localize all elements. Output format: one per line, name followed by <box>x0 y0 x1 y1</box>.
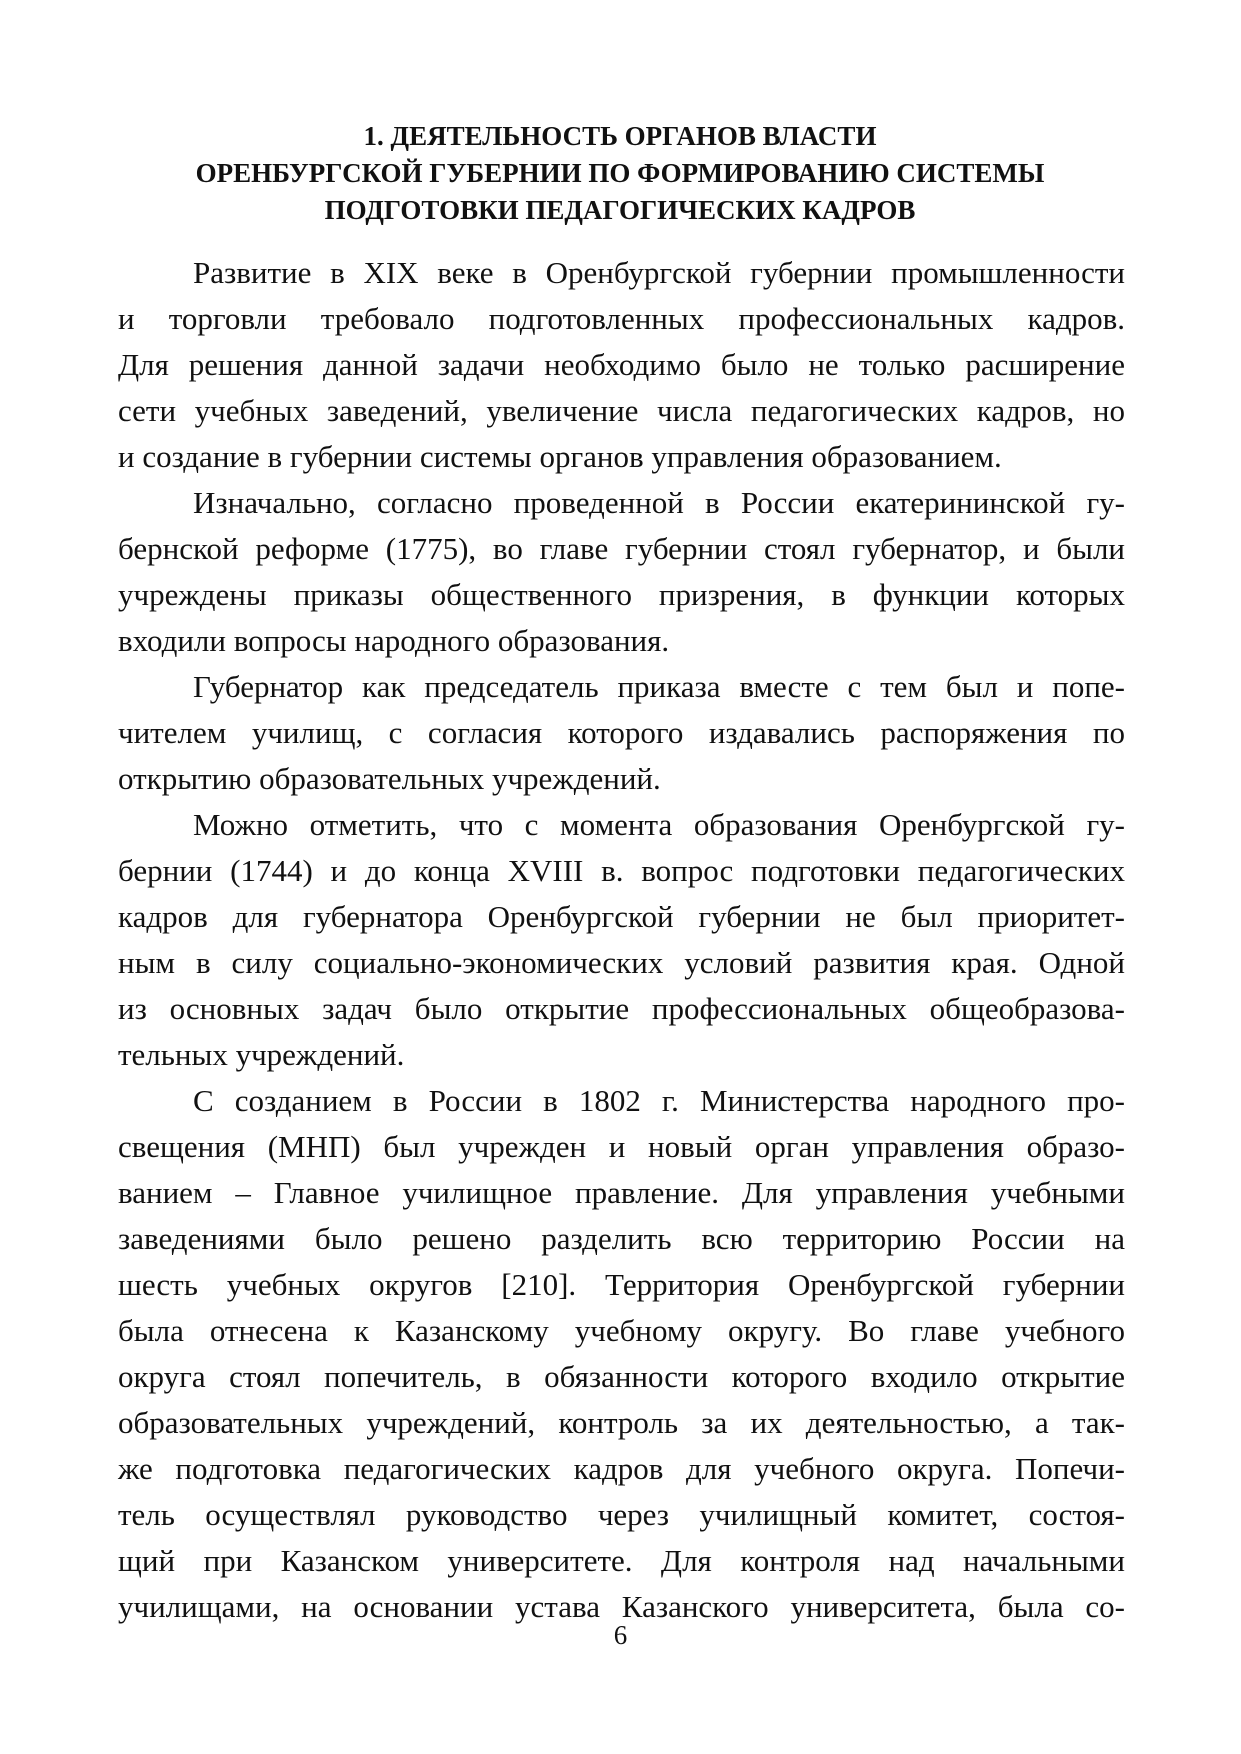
text-line: чителем училищ, с согласия которого издавались распоряжения по <box>118 715 1125 750</box>
text-line: заведениями было решено разделить всю территорию России на <box>118 1221 1125 1256</box>
text-line: бернской реформе (1775), во главе губернии стоял губернатор, и были <box>118 531 1125 566</box>
text-line: и создание в губернии системы органов управления образованием. <box>118 439 1002 474</box>
text-line: Губернатор как председатель приказа вместе с тем был и попе- <box>193 669 1125 704</box>
body-text <box>118 250 1125 1630</box>
text-line: тель осуществлял руководство через училищный комитет, состоя- <box>118 1497 1125 1532</box>
text-line: ванием – Главное училищное правление. Для управления учебными <box>118 1175 1125 1210</box>
heading-line-1: 1. ДЕЯТЕЛЬНОСТЬ ОРГАНОВ ВЛАСТИ <box>363 121 877 151</box>
chapter-heading <box>120 118 1120 229</box>
text-line: же подготовка педагогических кадров для учебного округа. Попечи- <box>118 1451 1125 1486</box>
text-line: бернии (1744) и до конца XVIII в. вопрос подготовки педагогических <box>118 853 1125 888</box>
text-line: кадров для губернатора Оренбургской губернии не был приоритет- <box>118 899 1125 934</box>
text-line: Изначально, согласно проведенной в России екатерининской гу- <box>193 485 1125 520</box>
paragraph-1 <box>118 250 1125 480</box>
text-line: образовательных учреждений, контроль за их деятельностью, а так- <box>118 1405 1125 1440</box>
text-line: округа стоял попечитель, в обязанности которого входило открытие <box>118 1359 1125 1394</box>
text-line: сети учебных заведений, увеличение числа педагогических кадров, но <box>118 393 1125 428</box>
text-line: и торговли требовало подготовленных профессиональных кадров. <box>118 301 1125 336</box>
text-line: учреждены приказы общественного призрения, в функции которых <box>118 577 1125 612</box>
text-line: входили вопросы народного образования. <box>118 623 670 658</box>
page-number: 6 <box>613 1620 628 1650</box>
text-line: открытию образовательных учреждений. <box>118 761 661 796</box>
text-line: Развитие в XIX веке в Оренбургской губернии промышленности <box>193 255 1125 290</box>
text-line: Можно отметить, что с момента образования Оренбургской гу- <box>193 807 1125 842</box>
text-line: из основных задач было открытие профессиональных общеобразова- <box>118 991 1125 1026</box>
paragraph-3 <box>118 664 1125 802</box>
paragraph-2 <box>118 480 1125 664</box>
text-line: щий при Казанском университете. Для контроля над начальными <box>118 1543 1125 1578</box>
text-line: ным в силу социально-экономических условий развития края. Одной <box>118 945 1125 980</box>
text-line: С созданием в России в 1802 г. Министерства народного про- <box>193 1083 1125 1118</box>
text-line: Для решения данной задачи необходимо было не только расширение <box>118 347 1125 382</box>
heading-line-2: ОРЕНБУРГСКОЙ ГУБЕРНИИ ПО ФОРМИРОВАНИЮ СИСТЕМЫ <box>195 158 1045 188</box>
text-line: училищами, на основании устава Казанского университета, была со- <box>118 1589 1125 1624</box>
text-line: шесть учебных округов [210]. Территория Оренбургской губернии <box>118 1267 1125 1302</box>
heading-line-3: ПОДГОТОВКИ ПЕДАГОГИЧЕСКИХ КАДРОВ <box>324 195 916 225</box>
text-line: свещения (МНП) был учрежден и новый орган управления образо- <box>118 1129 1125 1164</box>
text-line: тельных учреждений. <box>118 1037 405 1072</box>
text-line: была отнесена к Казанскому учебному округу. Во главе учебного <box>118 1313 1125 1348</box>
paragraph-4 <box>118 802 1125 1078</box>
paragraph-5 <box>118 1078 1125 1630</box>
